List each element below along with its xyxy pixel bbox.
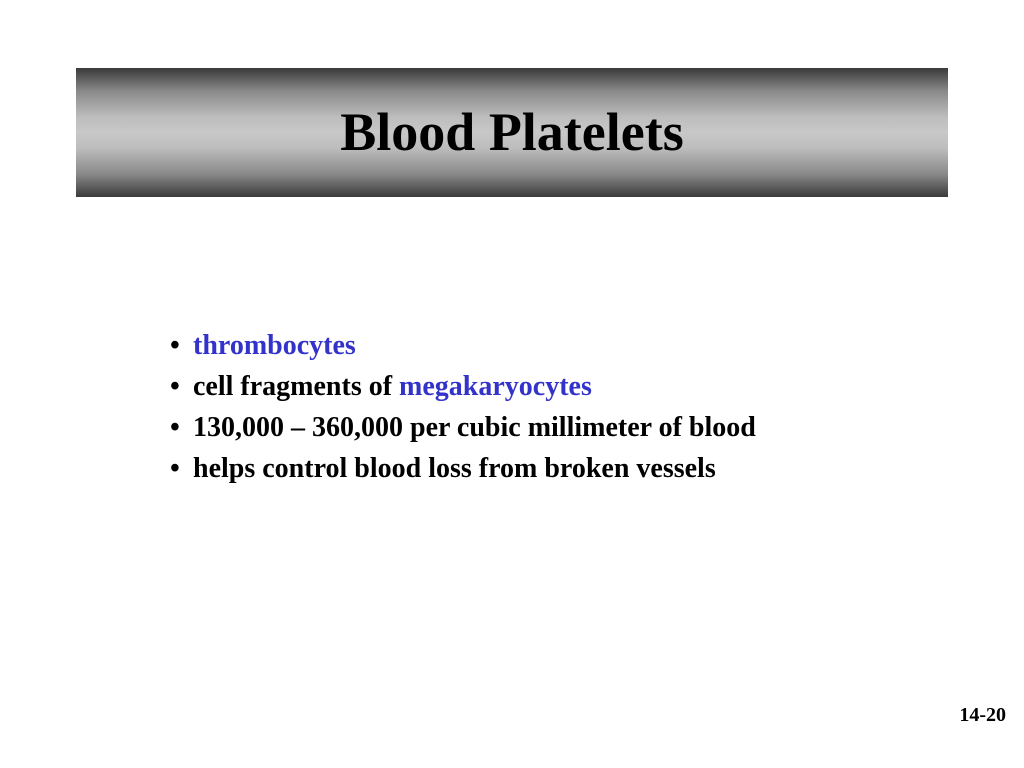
- bullet-icon: •: [170, 371, 180, 402]
- bullet-icon: •: [170, 330, 180, 361]
- bullet-icon: •: [170, 412, 180, 443]
- bullet-text: 130,000 – 360,000 per cubic millimeter of blood: [193, 412, 756, 443]
- bullet-item: [170, 366, 930, 407]
- bullet-item: [170, 407, 930, 448]
- slide-number: 14-20: [959, 704, 1006, 726]
- bullet-text: cell fragments of: [193, 371, 400, 402]
- bullet-text: helps control blood loss from broken vessels: [193, 453, 716, 484]
- slide-title: Blood Platelets: [340, 101, 684, 162]
- bullet-item: [170, 325, 930, 366]
- bullet-icon: •: [170, 453, 180, 484]
- bullet-list: [170, 325, 930, 489]
- bullet-term: megakaryocytes: [399, 371, 592, 402]
- bullet-term: thrombocytes: [193, 330, 356, 361]
- title-banner: [76, 68, 948, 197]
- bullet-item: [170, 448, 930, 489]
